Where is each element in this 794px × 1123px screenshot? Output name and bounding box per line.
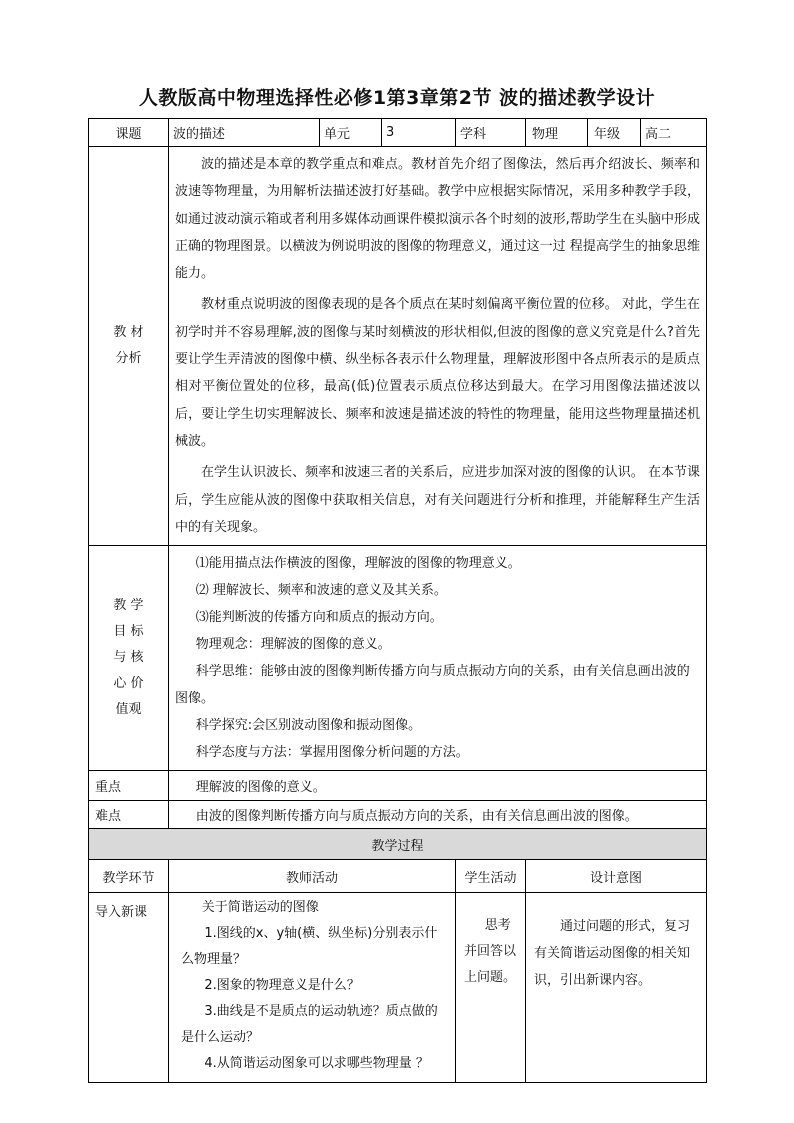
topic-label: 课题 [89, 119, 169, 147]
design-intent: 通过问题的形式，复习有关简谐运动图像的相关知识，引出新课内容。 [526, 893, 707, 1083]
student-activity: 思考并回答以上问题。 [456, 893, 526, 1083]
objective-item: 科学态度与方法：掌握用图像分析问题的方法。 [195, 745, 469, 761]
process-row [89, 893, 707, 1083]
difficulty-row [89, 801, 707, 829]
unit-label: 单元 [320, 119, 382, 147]
difficulty-label: 难点 [89, 801, 169, 829]
teacher-line: 4.从简谐运动图象可以求哪些物理量 ？ [204, 1056, 429, 1072]
header-teacher: 教师活动 [169, 860, 456, 893]
lesson-plan-table [88, 118, 707, 1083]
key-point-row [89, 771, 707, 801]
header-student: 学生活动 [456, 860, 526, 893]
objective-item: 物理观念：理解波的图像的意义。 [195, 637, 391, 653]
process-header-row [89, 860, 707, 893]
key-point-value: 理解波的图像的意义。 [169, 771, 707, 801]
difficulty-value: 由波的图像判断传播方向与质点振动方向的关系，由有关信息画出波的图像。 [169, 801, 707, 829]
teacher-line: 3.曲线是不是质点的运动轨迹？质点做的是什么运动？ [181, 1004, 438, 1046]
objective-item: ⑵ 理解波长、频率和波速的意义及其关系。 [195, 583, 447, 599]
teacher-activity [169, 893, 456, 1083]
subject-label: 学科 [456, 119, 526, 147]
objective-item: 科学思维：能够由波的图像判断传播方向与质点振动方向的关系，由有关信息画出波的图像。 [175, 664, 690, 707]
analysis-paragraph: 教材重点说明波的图像表现的是各个质点在某时刻偏离平衡位置的位移。 对此，学生在初学时并不容易理解,波的图像与某时刻横波的形状相似,但波的图像的意义究竟是什么?首先要让学生弄清波的图像中横、纵坐标各表示什么物理量，理解波形图中各点所表示的是质点相对平衡位置处的位移，最高(低)位置表示质点位移达到最大。在学习用图像法描述波以后，要让学生切实理解波长、频率和波速是描述波的特性的物理量，能用这些物理量描述机械波。 [175, 297, 701, 449]
topic-value: 波的描述 [169, 119, 320, 147]
process-title-row [89, 829, 707, 860]
info-row [89, 119, 707, 147]
analysis-label: 教 材 分析 [89, 147, 169, 546]
objectives-content [169, 546, 707, 771]
analysis-paragraph: 在学生认识波长、频率和波速三者的关系后，应进步加深对波的图像的认识。 在本节课后，学生应能从波的图像中获取相关信息，对有关问题进行分析和推理，并能解释生产生活中的有关现象。 [175, 465, 701, 535]
grade-label: 年级 [588, 119, 641, 147]
analysis-paragraph: 波的描述是本章的教学重点和难点。教材首先介绍了图像法，然后再介绍波长、频率和波速等物理量，为用解析法描述波打好基础。教学中应根据实际情况，采用多种教学手段，如通过波动演示箱或者利用多媒体动画课件模拟演示各个时刻的波形,帮助学生在头脑中形成正确的物理图景。以横波为例说明波的图像的物理意义，通过这一过 程提高学生的抽象思维能力。 [175, 157, 701, 282]
header-stage: 教学环节 [89, 860, 169, 893]
teacher-line: 1.图线的x、y轴(横、纵坐标)分别表示什么物理量？ [181, 926, 438, 968]
document-title: 人教版高中物理选择性必修1第3章第2节 波的描述教学设计 [138, 87, 656, 109]
objective-item: 科学探究:会区别波动图像和振动图像。 [195, 718, 422, 734]
header-intent: 设计意图 [526, 860, 707, 893]
subject-value: 物理 [526, 119, 588, 147]
analysis-content [169, 147, 707, 546]
teacher-line: 关于简谐运动的图像 [201, 900, 319, 916]
key-point-label: 重点 [89, 771, 169, 801]
objective-item: ⑶能判断波的传播方向和质点的振动方向。 [195, 610, 443, 626]
grade-value: 高二 [641, 119, 707, 147]
teacher-line: 2.图象的物理意义是什么？ [204, 978, 360, 994]
objective-item: ⑴能用描点法作横波的图像，理解波的图像的物理意义。 [195, 556, 521, 572]
process-title: 教学过程 [89, 829, 707, 860]
analysis-row [89, 147, 707, 546]
stage-cell: 导入新课 [89, 893, 169, 1083]
objectives-row [89, 546, 707, 771]
objectives-label: 教 学 目 标 与 核 心 价 值观 [89, 546, 169, 771]
unit-value: 3 [382, 119, 456, 147]
